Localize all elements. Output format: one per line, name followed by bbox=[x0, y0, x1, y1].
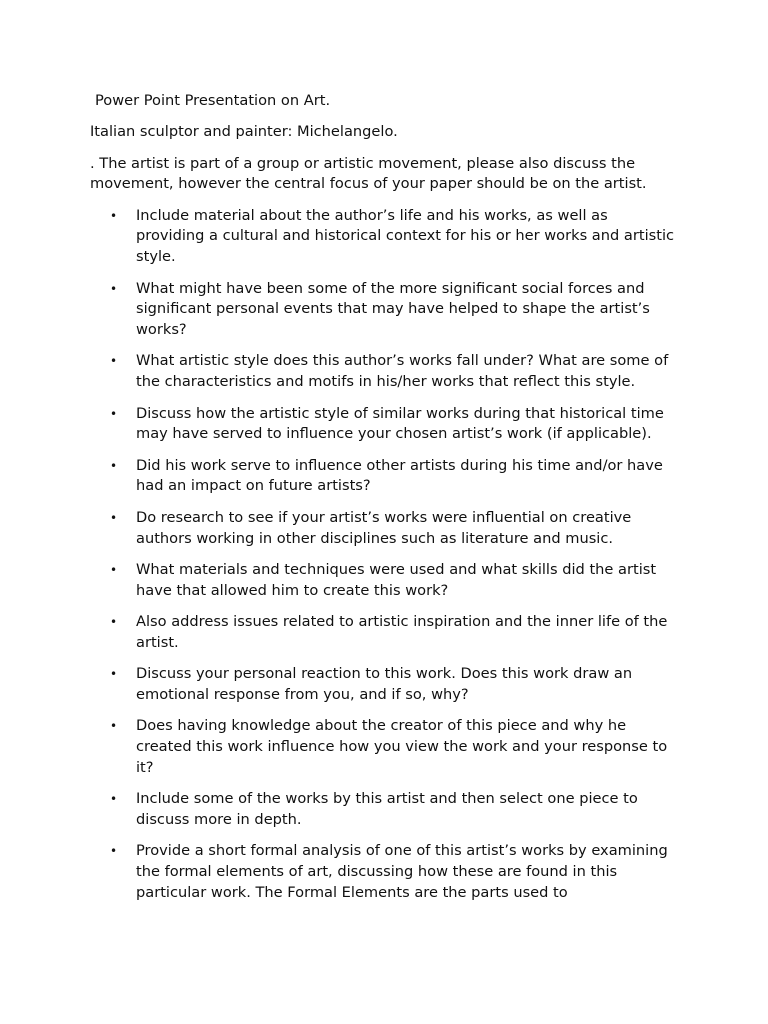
bullet-icon: • bbox=[110, 719, 118, 734]
list-item-text: Did his work serve to influence other artists during his time and/or have had an impact on future artists? bbox=[136, 456, 663, 495]
list-item bbox=[90, 206, 680, 268]
list-item bbox=[90, 716, 680, 778]
bullet-icon: • bbox=[110, 667, 118, 682]
bullet-icon: • bbox=[110, 614, 118, 629]
list-item bbox=[90, 508, 680, 550]
list-item-text: Include some of the works by this artist and then select one piece to discuss more in depth. bbox=[136, 790, 638, 828]
bullet-icon: • bbox=[110, 208, 118, 223]
bullet-icon: • bbox=[110, 844, 118, 859]
bullet-icon: • bbox=[110, 792, 118, 807]
bullet-icon: • bbox=[110, 406, 118, 421]
intro-paragraph: . The artist is part of a group or artistic movement, please also discuss the movement, however the central focus of your paper should be on the artist. bbox=[90, 154, 647, 193]
list-item-text: Does having knowledge about the creator of this piece and why he created this work influence how you view the work and your response to it? bbox=[136, 717, 668, 776]
bullet-icon: • bbox=[110, 458, 118, 473]
list-item bbox=[90, 789, 680, 831]
list-item-text: Include material about the author’s life and his works, as well as providing a cultural and historical context for his or her works and artistic style. bbox=[136, 206, 675, 266]
list-item-text: Discuss how the artistic style of similar works during that historical time may have served to influence your chosen artist’s work (if applicable). bbox=[136, 404, 664, 443]
bullet-icon: • bbox=[110, 510, 118, 525]
list-item bbox=[90, 612, 680, 654]
list-item-text: Provide a short formal analysis of one of this artist’s works by examining the formal elements of art, discussing how these are found in this particular work. The Formal Elements are the parts used to bbox=[136, 842, 668, 901]
list-item bbox=[90, 560, 680, 602]
list-item-text: What materials and techniques were used and what skills did the artist have that allowed him to create this work? bbox=[136, 560, 657, 599]
list-item-text: What might have been some of the more significant social forces and significant personal events that may have helped to shape the artist’s works? bbox=[136, 279, 650, 339]
list-item bbox=[90, 404, 680, 446]
bullet-icon: • bbox=[110, 281, 118, 296]
list-item bbox=[90, 351, 680, 393]
requirements-list bbox=[90, 206, 680, 904]
document-title: Power Point Presentation on Art. bbox=[95, 92, 331, 109]
list-item-text: What artistic style does this author’s works fall under? What are some of the characteristics and motifs in his/her works that reflect this style. bbox=[136, 352, 669, 391]
document-body bbox=[90, 91, 680, 914]
list-item bbox=[90, 456, 680, 498]
list-item bbox=[90, 664, 680, 706]
document-subtitle: Italian sculptor and painter: Michelangelo. bbox=[90, 123, 398, 141]
list-item-text: Also address issues related to artistic inspiration and the inner life of the artist. bbox=[136, 612, 668, 651]
bullet-icon: • bbox=[110, 354, 118, 369]
bullet-icon: • bbox=[110, 562, 118, 577]
list-item-text: Do research to see if your artist’s works were influential on creative authors working in other disciplines such as literature and music. bbox=[136, 508, 632, 547]
list-item bbox=[90, 279, 680, 341]
list-item-text: Discuss your personal reaction to this work. Does this work draw an emotional response from you, and if so, why? bbox=[136, 665, 633, 703]
list-item bbox=[90, 841, 680, 903]
